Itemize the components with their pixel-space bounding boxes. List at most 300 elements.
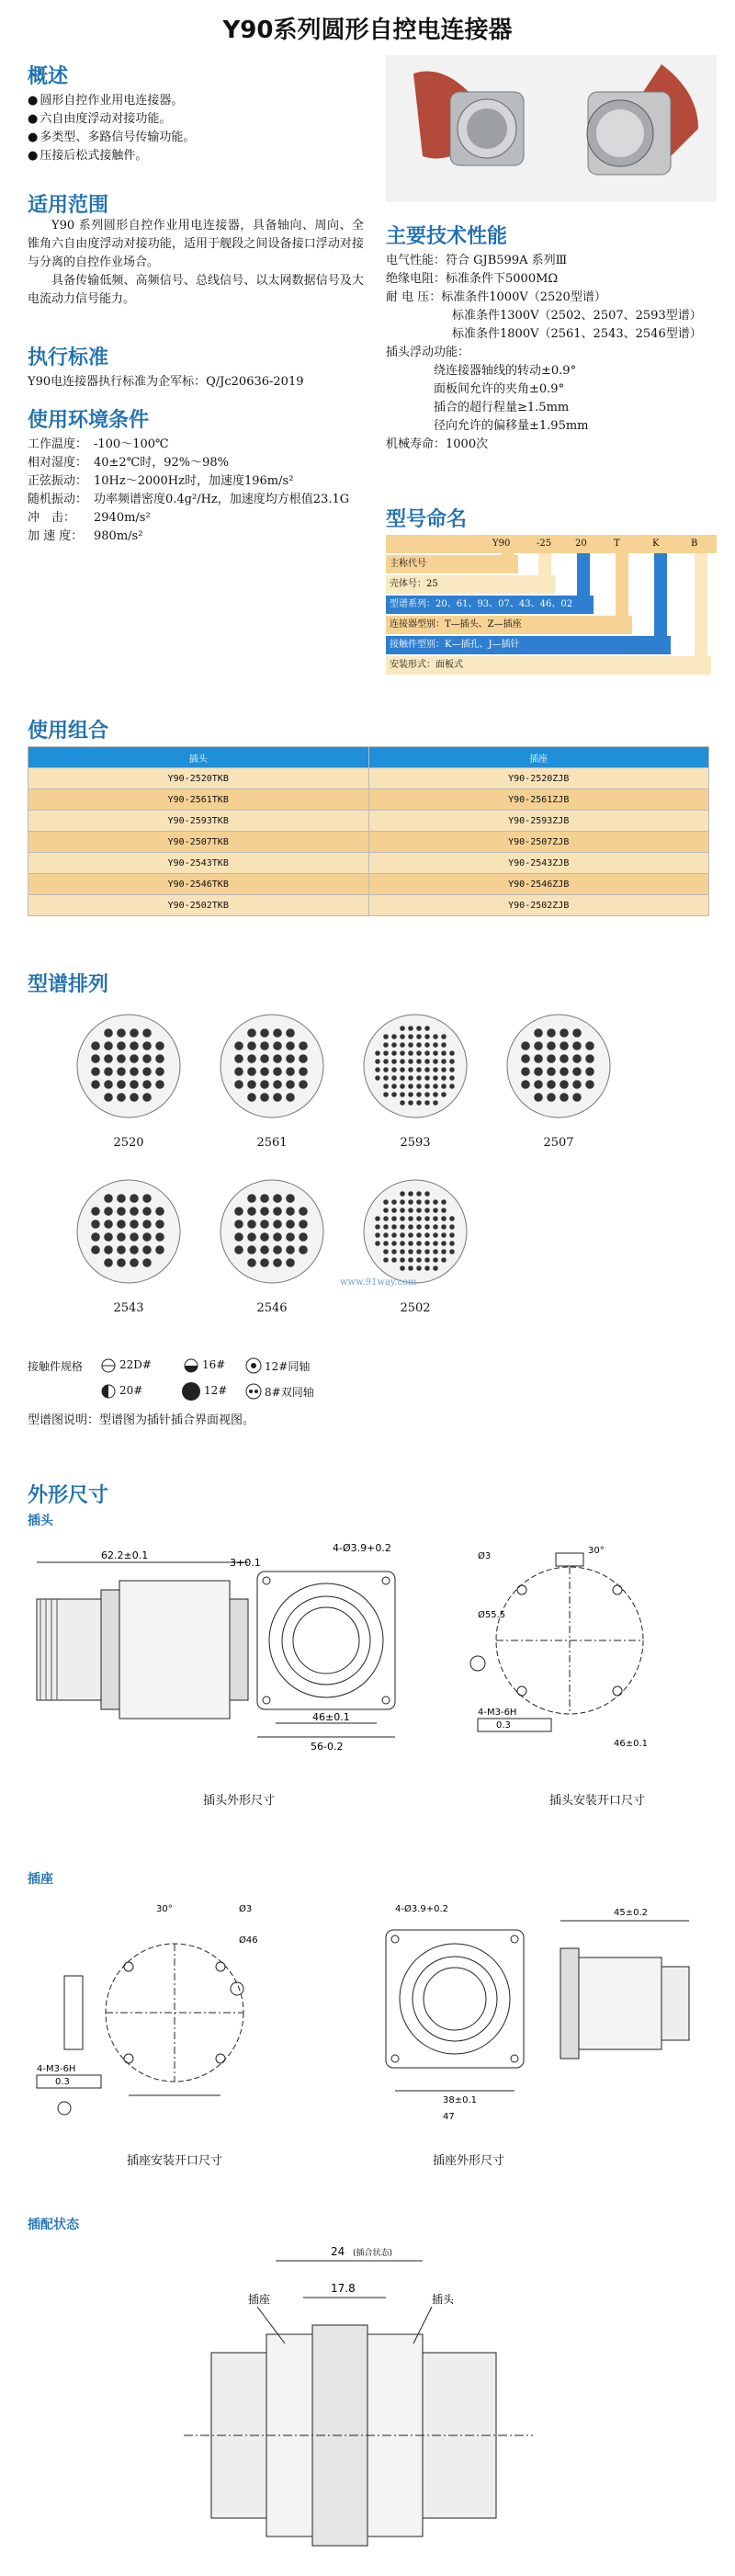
env-row: 相对湿度： 40±2℃时，92%～98% <box>28 456 230 470</box>
contact-dot <box>384 1043 389 1048</box>
contact-dot <box>401 1084 405 1089</box>
contact-dot <box>409 1266 413 1271</box>
contact-dot <box>409 1084 413 1089</box>
contact-dot <box>442 1242 447 1246</box>
contact-dot <box>442 1051 447 1056</box>
table-cell: Y90-2593TKB <box>28 811 369 832</box>
table-row <box>28 832 709 853</box>
socket-side-view <box>560 1921 689 2059</box>
contact-dot <box>522 1081 530 1089</box>
contact-dot <box>409 1043 413 1048</box>
contact-dot <box>401 1076 405 1081</box>
table-row <box>28 895 709 916</box>
table-row <box>28 874 709 895</box>
contact-dot <box>384 1209 389 1213</box>
watermark: www.91way.com <box>340 1277 417 1288</box>
contact-dot <box>156 1055 164 1063</box>
contact-dot <box>409 1258 413 1263</box>
contact-dot <box>118 1042 126 1050</box>
contact-dot <box>548 1055 556 1063</box>
contact-dot <box>130 1029 139 1038</box>
contact-dot <box>409 1250 413 1254</box>
contact-dot <box>261 1055 269 1063</box>
contact-dot <box>573 1029 582 1038</box>
contact-dot <box>300 1233 308 1242</box>
contact-dot <box>384 1200 389 1205</box>
table-cell: Y90-2520ZJB <box>368 768 709 789</box>
contact-dot <box>130 1246 139 1254</box>
contact-dot <box>287 1094 295 1102</box>
dim-label: 插座 <box>248 2293 271 2306</box>
contact-dot <box>118 1195 126 1203</box>
contact-dot <box>392 1225 397 1230</box>
contact-8-twinax-icon <box>244 1382 263 1401</box>
contact-dot <box>442 1068 447 1072</box>
contact-dot <box>535 1042 543 1050</box>
contact-dot <box>548 1042 556 1050</box>
contact-dot <box>384 1035 389 1039</box>
layout-label: 2520 <box>113 1136 144 1150</box>
table-cell: Y90-2543ZJB <box>368 853 709 874</box>
contact-dot <box>261 1233 269 1242</box>
contact-dot <box>425 1093 430 1097</box>
dims-heading: 外形尺寸 <box>28 1484 109 1507</box>
legend-label: 22D# <box>119 1358 152 1371</box>
contact-dot <box>105 1055 113 1063</box>
socket-heading: 插座 <box>28 1872 53 1887</box>
contact-dot <box>392 1200 397 1205</box>
contact-dot <box>384 1060 389 1064</box>
contact-dot <box>535 1055 543 1063</box>
contact-dot <box>384 1242 389 1246</box>
contact-dot <box>300 1081 308 1089</box>
table-cell: Y90-2502ZJB <box>368 895 709 916</box>
contact-dot <box>261 1081 269 1089</box>
naming-row: 型谱系列：20、61、93、07、43、46、02 <box>386 596 594 614</box>
contact-dot <box>425 1242 430 1246</box>
layouts-heading: 型谱排列 <box>28 973 109 996</box>
contact-dot <box>384 1233 389 1238</box>
spec-line: 绝缘电阻：标准条件下5000MΩ <box>386 272 559 286</box>
table-cell: Y90-2507ZJB <box>368 832 709 853</box>
scope-paragraph: 具备传输低频、高频信号、总线信号、以太网数据信号及大电流动力信号能力。 <box>28 274 364 306</box>
contact-dot <box>287 1055 295 1063</box>
contact-dot <box>392 1217 397 1221</box>
contact-dot <box>409 1217 413 1221</box>
insert-layout-3 <box>503 1011 614 1121</box>
spec-line: 插合的超行程量≥1.5mm <box>434 401 570 414</box>
mated-heading: 插配状态 <box>28 2218 79 2232</box>
contact-dot <box>434 1209 438 1213</box>
contact-dot <box>300 1208 308 1216</box>
contact-dot <box>560 1094 569 1102</box>
contact-dot <box>143 1220 152 1229</box>
spec-line: 绕连接器轴线的转动±0.9° <box>434 364 577 378</box>
contact-dot <box>130 1233 139 1242</box>
contact-dot <box>248 1094 256 1102</box>
contact-dot <box>425 1266 430 1271</box>
contact-dot <box>425 1060 430 1064</box>
contact-dot <box>235 1220 243 1229</box>
contact-dot <box>287 1246 295 1254</box>
spec-line: 面板间允许的夹角±0.9° <box>434 382 565 396</box>
contact-dot <box>384 1250 389 1254</box>
dim-label: 30° <box>588 1546 605 1556</box>
naming-stem <box>577 553 590 614</box>
specs-list <box>386 252 726 454</box>
spec-line: 标准条件1300V（2502、2507、2593型谱） <box>452 309 702 323</box>
contact-dot <box>105 1195 113 1203</box>
plug-caption: 插头外形尺寸 <box>202 1794 275 1808</box>
env-row: 冲 击： 2940m/s² <box>28 511 151 525</box>
dim-label: (插合状态) <box>353 2249 393 2258</box>
contact-dot <box>143 1233 152 1242</box>
contact-dot <box>300 1068 308 1076</box>
code: -25 <box>537 539 552 549</box>
contact-dot <box>425 1225 430 1230</box>
layout-label: 2502 <box>400 1301 431 1315</box>
naming-stem <box>695 553 707 675</box>
plug-side-view <box>37 1562 248 1719</box>
contact-dot <box>450 1217 455 1221</box>
contact-dot <box>384 1258 389 1263</box>
contact-dot <box>450 1225 455 1230</box>
contact-dot <box>392 1242 397 1246</box>
contact-dot <box>442 1258 447 1263</box>
contact-dot <box>434 1084 438 1089</box>
naming-heading: 型号命名 <box>386 508 468 531</box>
insert-layout-6 <box>360 1176 470 1287</box>
contact-dot <box>274 1029 282 1038</box>
contact-dot <box>143 1068 152 1076</box>
socket-cutout-view <box>37 1944 243 2115</box>
env-list <box>28 436 368 546</box>
naming-row: 接触件型别：K—插孔、J—插针 <box>386 636 671 654</box>
contact-dot <box>130 1042 139 1050</box>
contact-dot <box>401 1068 405 1072</box>
contact-dot <box>450 1250 455 1254</box>
contact-dot <box>409 1200 413 1205</box>
layout-grid <box>0 1011 735 1379</box>
spec-line: 机械寿命：1000次 <box>386 437 489 451</box>
contact-dot <box>92 1042 100 1050</box>
contact-dot <box>417 1043 422 1048</box>
contact-dot <box>235 1233 243 1242</box>
contact-dot <box>130 1068 139 1076</box>
contact-dot <box>409 1060 413 1064</box>
contact-dot <box>261 1259 269 1267</box>
contact-dot <box>409 1101 413 1106</box>
contact-dot <box>392 1051 397 1056</box>
naming-stem <box>616 553 628 634</box>
contact-dot <box>143 1081 152 1089</box>
contact-dot <box>235 1042 243 1050</box>
contact-dot <box>409 1051 413 1056</box>
contact-dot <box>434 1225 438 1230</box>
table-header: 插座 <box>368 747 709 768</box>
dim-label: 4-M3-6H <box>37 2064 76 2074</box>
contact-dot <box>425 1043 430 1048</box>
contact-dot <box>235 1246 243 1254</box>
contact-dot <box>442 1084 447 1089</box>
contact-dot <box>401 1233 405 1238</box>
contact-dot <box>300 1246 308 1254</box>
contact-dot <box>417 1258 422 1263</box>
contact-dot <box>92 1208 100 1216</box>
contact-dot <box>417 1225 422 1230</box>
contact-dot <box>261 1220 269 1229</box>
contact-dot <box>287 1208 295 1216</box>
contact-dot <box>425 1200 430 1205</box>
contact-dot <box>417 1076 422 1081</box>
env-heading: 使用环境条件 <box>28 409 150 432</box>
contact-dot <box>409 1027 413 1031</box>
insert-layout-0 <box>74 1011 184 1121</box>
env-row: 随机振动： 功率频谱密度0.4g²/Hz，加速度均方根值23.1G <box>28 493 350 506</box>
contact-dot <box>409 1209 413 1213</box>
contact-dot <box>425 1217 430 1221</box>
contact-dot <box>384 1076 389 1081</box>
contact-dot <box>450 1076 455 1081</box>
contact-dot <box>434 1250 438 1254</box>
list-item: ● 压接后松式接触件。 <box>28 147 377 165</box>
contact-dot <box>274 1208 282 1216</box>
combo-heading: 使用组合 <box>28 720 109 743</box>
contact-dot <box>392 1250 397 1254</box>
contact-dot <box>130 1094 139 1102</box>
table-cell: Y90-2502TKB <box>28 895 369 916</box>
dim-label: 17.8 <box>331 2282 356 2295</box>
contact-dot <box>274 1259 282 1267</box>
standard-heading: 执行标准 <box>28 346 109 369</box>
dim-label: 4-Ø3.9+0.2 <box>395 1904 449 1914</box>
naming-row: 主称代号 <box>386 555 518 573</box>
dim-label: 4-Ø3.9+0.2 <box>333 1542 391 1554</box>
naming-stem <box>654 553 667 654</box>
contact-dot <box>261 1195 269 1203</box>
socket-caption: 插座外形尺寸 <box>432 2154 504 2168</box>
scope-paragraph: Y90 系列圆形自控作业用电连接器，具备轴向、周向、全锥角六自由度浮动对接功能，适用于舰段之间设备接口浮动对接与分离的自控作业场合。 <box>28 219 364 269</box>
contact-dot <box>573 1055 582 1063</box>
contact-dot <box>300 1042 308 1050</box>
naming-stem <box>502 553 514 573</box>
contact-dot <box>401 1101 405 1106</box>
contact-dot <box>118 1029 126 1038</box>
plug-drawings <box>18 1526 717 1783</box>
dim-label: 46±0.1 <box>614 1739 649 1749</box>
contact-dot <box>409 1233 413 1238</box>
contact-dot <box>434 1266 438 1271</box>
dim-label: Ø3 <box>239 1904 253 1914</box>
contact-dot <box>248 1029 256 1038</box>
socket-drawings <box>18 1893 717 2141</box>
contact-dot <box>105 1029 113 1038</box>
contact-dot <box>450 1051 455 1056</box>
socket-front-view <box>386 1930 524 2091</box>
contact-dot <box>417 1068 422 1072</box>
contact-dot <box>92 1246 100 1254</box>
contact-dot <box>392 1068 397 1072</box>
contact-dot <box>261 1042 269 1050</box>
contact-dot <box>105 1068 113 1076</box>
dim-label: Ø3 <box>478 1551 492 1561</box>
table-cell: Y90-2593ZJB <box>368 811 709 832</box>
contact-dot <box>522 1055 530 1063</box>
contact-dot <box>535 1029 543 1038</box>
contact-dot <box>92 1081 100 1089</box>
plug-cutout-view <box>470 1553 643 1731</box>
contact-dot <box>401 1266 405 1271</box>
contact-dot <box>384 1068 389 1072</box>
contact-dot <box>235 1208 243 1216</box>
contact-dot <box>261 1208 269 1216</box>
contact-dot <box>560 1081 569 1089</box>
plug-heading: 插头 <box>28 1514 53 1528</box>
contact-dot <box>425 1192 430 1197</box>
contact-dot <box>376 1060 380 1064</box>
contact-dot <box>156 1246 164 1254</box>
layout-label: 2507 <box>543 1136 574 1150</box>
contact-dot <box>384 1051 389 1056</box>
contact-dot <box>425 1101 430 1106</box>
contact-dot <box>535 1094 543 1102</box>
contact-dot <box>235 1055 243 1063</box>
naming-codes <box>386 535 717 553</box>
legend <box>28 1353 395 1408</box>
legend-title: 接触件规格 <box>28 1360 84 1373</box>
contact-dot <box>274 1042 282 1050</box>
dim-label: 56-0.2 <box>311 1741 344 1753</box>
contact-dot <box>417 1084 422 1089</box>
contact-dot <box>434 1101 438 1106</box>
scope-heading: 适用范围 <box>28 194 109 217</box>
contact-dot <box>274 1220 282 1229</box>
contact-dot <box>392 1035 397 1039</box>
list-item: ● 圆形自控作业用电连接器。 <box>28 92 377 110</box>
contact-dot <box>417 1233 422 1238</box>
contact-dot <box>118 1208 126 1216</box>
contact-dot <box>118 1094 126 1102</box>
code: 20 <box>575 539 587 549</box>
contact-dot <box>425 1035 430 1039</box>
spec-line: 电气性能：符合 GJB599A 系列Ⅲ <box>386 254 568 267</box>
contact-dot <box>130 1220 139 1229</box>
table-cell: Y90-2543TKB <box>28 853 369 874</box>
contact-dot <box>376 1217 380 1221</box>
contact-dot <box>392 1076 397 1081</box>
legend-label: 12# <box>204 1384 228 1397</box>
contact-dot <box>442 1250 447 1254</box>
contact-dot <box>287 1042 295 1050</box>
contact-dot <box>417 1200 422 1205</box>
contact-dot <box>118 1081 126 1089</box>
contact-dot <box>130 1081 139 1089</box>
contact-dot <box>143 1055 152 1063</box>
layout-label: 2543 <box>113 1301 144 1315</box>
contact-dot <box>261 1094 269 1102</box>
contact-dot <box>450 1233 455 1238</box>
table-cell: Y90-2546ZJB <box>368 874 709 895</box>
overview-list <box>28 92 377 165</box>
product-photo <box>386 55 717 202</box>
list-item: ● 六自由度浮动对接功能。 <box>28 110 377 129</box>
page-title: Y90系列圆形自控电连接器 <box>222 17 513 44</box>
spec-line: 标准条件1800V（2561、2543、2546型谱） <box>452 327 702 341</box>
contact-dot <box>156 1068 164 1076</box>
contact-dot <box>560 1055 569 1063</box>
contact-dot <box>560 1029 569 1038</box>
contact-dot <box>425 1076 430 1081</box>
contact-dot <box>274 1068 282 1076</box>
contact-dot <box>401 1051 405 1056</box>
env-row: 工作温度： -100～100℃ <box>28 437 169 451</box>
layout-label: 2561 <box>256 1136 288 1150</box>
table-cell: Y90-2520TKB <box>28 768 369 789</box>
contact-dot <box>442 1200 447 1205</box>
contact-dot <box>409 1035 413 1039</box>
contact-dot <box>401 1250 405 1254</box>
dim-label: 47 <box>443 2112 455 2122</box>
contact-dot <box>392 1060 397 1064</box>
contact-dot <box>586 1055 594 1063</box>
contact-dot <box>235 1068 243 1076</box>
contact-dot <box>450 1068 455 1072</box>
contact-dot <box>118 1220 126 1229</box>
contact-dot <box>143 1208 152 1216</box>
contact-dot <box>434 1035 438 1039</box>
contact-dot <box>248 1208 256 1216</box>
contact-dot <box>105 1094 113 1102</box>
dim-label: 46±0.1 <box>312 1711 350 1723</box>
contact-dot <box>130 1055 139 1063</box>
contact-dot <box>274 1094 282 1102</box>
contact-dot <box>434 1068 438 1072</box>
contact-dot <box>434 1076 438 1081</box>
contact-dot <box>156 1042 164 1050</box>
dim-label: 30° <box>156 1904 173 1914</box>
contact-20-icon <box>99 1382 118 1401</box>
legend-label: 8#双同轴 <box>265 1386 314 1399</box>
contact-dot <box>442 1217 447 1221</box>
contact-dot <box>248 1055 256 1063</box>
contact-dot <box>450 1084 455 1089</box>
contact-dot <box>248 1220 256 1229</box>
scope-text <box>28 217 364 309</box>
contact-dot <box>92 1055 100 1063</box>
contact-dot <box>376 1051 380 1056</box>
contact-dot <box>535 1068 543 1076</box>
contact-dot <box>384 1225 389 1230</box>
contact-16-icon <box>182 1356 200 1375</box>
table-row <box>28 853 709 874</box>
contact-dot <box>376 1242 380 1246</box>
table-header: 插头 <box>28 747 369 768</box>
contact-dot <box>560 1042 569 1050</box>
contact-dot <box>409 1076 413 1081</box>
mated-drawing <box>184 2242 570 2555</box>
contact-dot <box>401 1225 405 1230</box>
contact-dot <box>287 1195 295 1203</box>
contact-dot <box>417 1035 422 1039</box>
contact-dot <box>105 1259 113 1267</box>
contact-dot <box>92 1220 100 1229</box>
contact-dot <box>105 1042 113 1050</box>
contact-dot <box>130 1259 139 1267</box>
contact-dot <box>417 1242 422 1246</box>
contact-dot <box>401 1093 405 1097</box>
contact-dot <box>248 1081 256 1089</box>
contact-dot <box>417 1051 422 1056</box>
